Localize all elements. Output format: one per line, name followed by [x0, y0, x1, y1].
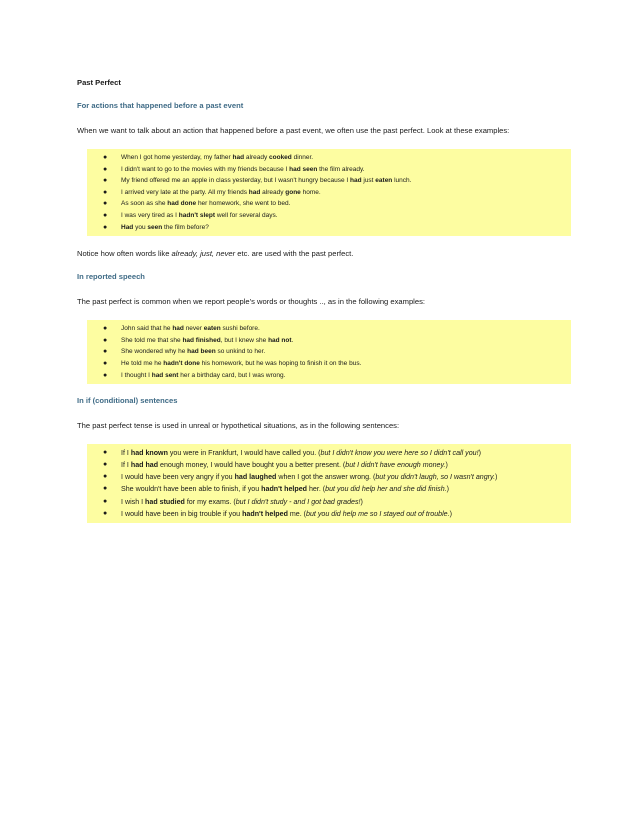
page-title: Past Perfect — [77, 78, 121, 87]
emphasis-bold: had had — [130, 461, 159, 470]
text-run: you were in Frankfurt, I would have called you. ( — [167, 449, 321, 458]
text-run: ) — [495, 473, 498, 482]
text-run: enough money, I would have bought you a better present. ( — [158, 461, 346, 470]
text-run: If I — [121, 461, 131, 470]
text-run: I was very tired as I — [121, 211, 179, 219]
emphasis-bold: had seen — [289, 165, 318, 173]
list-item — [97, 164, 561, 176]
list-item — [97, 175, 561, 187]
list-item — [97, 471, 561, 483]
list-item — [97, 152, 561, 164]
bullet-icon: ● — [103, 211, 108, 219]
bullet-icon: ● — [103, 165, 108, 173]
text-run: She wouldn't have been able to finish, if you — [121, 485, 262, 494]
text-run: sushi before. — [220, 325, 260, 333]
bullet-icon: ● — [103, 154, 108, 161]
text-run: ) — [360, 497, 363, 506]
emphasis-bold: had known — [130, 449, 168, 458]
text-run: He told me he — [121, 359, 164, 367]
text-run: I thought I — [121, 371, 152, 379]
text-run: her a birthday card, but I was wrong. — [178, 371, 286, 379]
list-item — [97, 346, 561, 358]
emphasis-bold: had studied — [145, 497, 185, 506]
bullet-icon: ● — [103, 336, 108, 344]
list-item — [97, 222, 561, 234]
text-run: when I got the answer wrong. ( — [276, 473, 376, 482]
list-item — [97, 459, 561, 471]
section1-intro: When we want to talk about an action that happened before a past event, we often use the past perfect. Look at these examples: — [77, 126, 510, 135]
text-run: already — [260, 188, 286, 196]
list-item — [97, 447, 561, 459]
emphasis-bold: eaten — [203, 325, 221, 333]
emphasis-bold: had finished — [182, 336, 221, 344]
list-item — [97, 210, 561, 222]
bullet-icon: ● — [103, 359, 108, 367]
emphasis-bold: hadn't helped — [242, 509, 288, 518]
text-run: just — [361, 177, 376, 185]
text-run: If I — [121, 449, 131, 458]
bullet-icon: ● — [103, 461, 108, 469]
text-run: When I got home yesterday, my father — [121, 154, 233, 161]
text-run: ) — [449, 509, 452, 518]
text-run: She wondered why he — [121, 348, 188, 356]
text-run: I would have been very angry if you — [121, 473, 235, 482]
text-run: My friend offered me an apple in class yesterday, but I wasn't hungry because I — [121, 177, 350, 185]
bullet-icon: ● — [103, 509, 108, 517]
text-run: I would have been in big trouble if you — [121, 509, 243, 518]
examples-box-reported-speech — [87, 320, 571, 384]
list-item — [97, 187, 561, 199]
emphasis-italic: but I didn't study - and I got bad grades! — [235, 497, 361, 506]
bullet-icon: ● — [103, 449, 108, 457]
text-run: lunch. — [392, 177, 412, 185]
emphasis-bold: Had — [121, 223, 134, 231]
list-item — [97, 335, 561, 347]
bullet-icon: ● — [103, 223, 108, 231]
section1-note — [77, 248, 571, 260]
emphasis-italic: but you didn't laugh, so I wasn't angry. — [375, 473, 496, 482]
emphasis-bold: gone — [285, 188, 301, 196]
bullet-icon: ● — [103, 485, 108, 493]
bullet-icon: ● — [103, 348, 108, 356]
list-item — [97, 198, 561, 210]
emphasis-bold: had laughed — [234, 473, 277, 482]
text-run: already — [244, 154, 270, 161]
emphasis-italic: but you did help me so I stayed out of trouble. — [306, 509, 450, 518]
section-heading-before-past-event: For actions that happened before a past event — [77, 101, 244, 110]
list-item — [97, 508, 561, 520]
list-item — [97, 483, 561, 495]
text-run: his homework, but he was hoping to finish it on the bus. — [199, 359, 362, 367]
list-item — [97, 370, 561, 382]
text-run: ) — [446, 485, 449, 494]
text-run: John said that he — [121, 325, 173, 333]
emphasis-bold: seen — [147, 223, 163, 231]
text-run: I wish I — [121, 497, 146, 506]
examples-list — [97, 152, 561, 233]
bullet-icon: ● — [103, 371, 108, 379]
text-run: I arrived very late at the party. All my friends — [121, 188, 249, 196]
emphasis-bold: hadn't helped — [261, 485, 307, 494]
bullet-icon: ● — [103, 497, 108, 505]
emphasis-bold: had been — [187, 348, 216, 356]
examples-box-before-past-event — [87, 149, 571, 236]
text-run: her. ( — [307, 485, 326, 494]
bullet-icon: ● — [103, 200, 108, 208]
text-run: dinner. — [291, 154, 314, 161]
emphasis-italic: but I didn't have enough money. — [345, 461, 446, 470]
examples-list — [97, 447, 561, 520]
text-run: for my exams. ( — [184, 497, 236, 506]
text-run: her homework, she went to bed. — [196, 200, 291, 208]
text-run: . — [291, 336, 294, 344]
text-run: the film already. — [317, 165, 365, 173]
text-run: , but I knew she — [220, 336, 269, 344]
emphasis-italic: already, just, never — [171, 249, 236, 259]
bullet-icon: ● — [103, 473, 108, 481]
bullet-icon: ● — [103, 177, 108, 185]
text-run: etc. are used with the past perfect. — [235, 249, 354, 259]
emphasis-bold: had sent — [151, 371, 179, 379]
text-run: Notice how often words like — [77, 249, 172, 259]
emphasis-bold: eaten — [375, 177, 393, 185]
emphasis-bold: had done — [167, 200, 197, 208]
text-run: the film before? — [162, 223, 209, 231]
text-run: I didn't want to go to the movies with my friends because I — [121, 165, 290, 173]
emphasis-bold: hadn't slept — [178, 211, 216, 219]
list-item — [97, 358, 561, 370]
text-run: ) — [478, 449, 481, 458]
list-item — [97, 323, 561, 335]
emphasis-bold: had — [172, 325, 184, 333]
text-run: She told me that she — [121, 336, 183, 344]
bullet-icon: ● — [103, 188, 108, 196]
list-item — [97, 496, 561, 508]
emphasis-bold: had not — [268, 336, 292, 344]
emphasis-bold: had — [350, 177, 362, 185]
section3-intro: The past perfect tense is used in unreal or hypothetical situations, as in the following sentences: — [77, 421, 400, 431]
text-run: home. — [300, 188, 321, 196]
text-run: well for several days. — [215, 211, 278, 219]
text-run: you — [133, 223, 148, 231]
emphasis-bold: had — [248, 188, 261, 196]
text-run: never — [183, 325, 204, 333]
emphasis-bold: had — [232, 154, 245, 161]
text-run: so unkind to her. — [215, 348, 266, 356]
emphasis-italic: but you did help her and she did finish. — [325, 485, 447, 494]
document-content — [77, 78, 571, 535]
section-heading-reported-speech: In reported speech — [77, 272, 145, 282]
text-run: ) — [445, 461, 448, 470]
section-heading-conditional: In if (conditional) sentences — [77, 396, 178, 406]
emphasis-bold: hadn't done — [163, 359, 200, 367]
examples-list — [97, 323, 561, 381]
examples-box-conditional — [87, 444, 571, 523]
bullet-icon: ● — [103, 325, 108, 333]
emphasis-italic: but I didn't know you were here so I didn't call you! — [320, 449, 479, 458]
text-run: As soon as she — [121, 200, 168, 208]
emphasis-bold: cooked — [269, 154, 292, 161]
section2-intro: The past perfect is common when we report people's words or thoughts .., as in the following examples: — [77, 297, 425, 307]
text-run: me. ( — [287, 509, 307, 518]
